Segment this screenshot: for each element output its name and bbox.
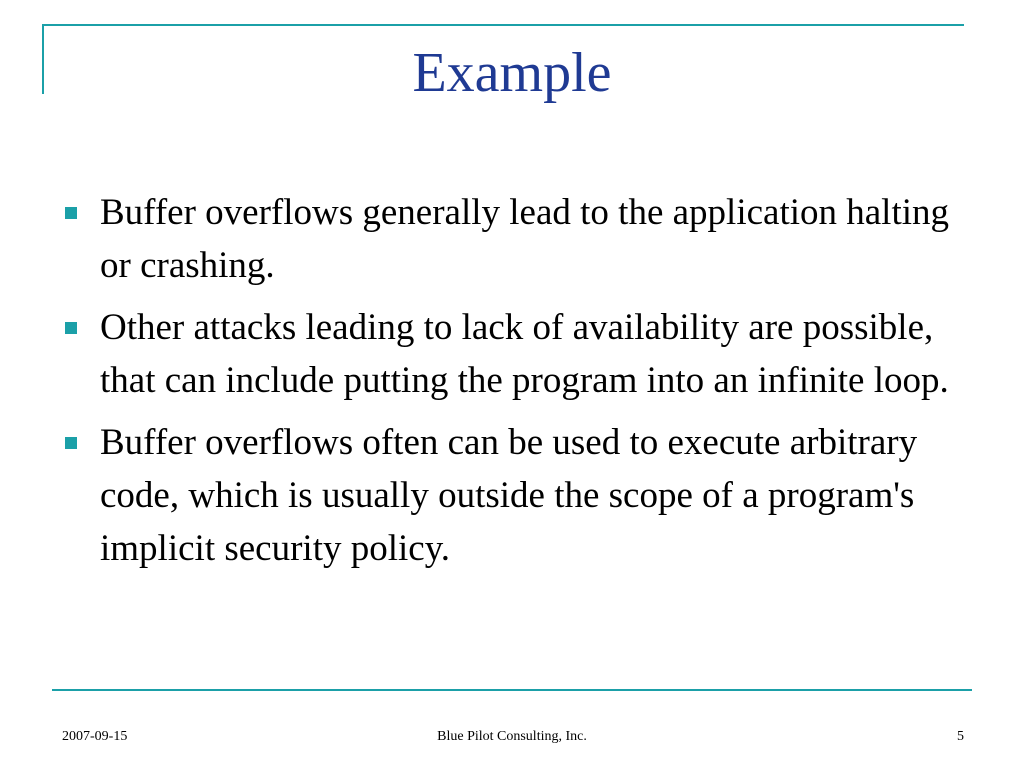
bullet-text: Buffer overflows often can be used to execute arbitrary code, which is usually outside the scope of a program's implicit security policy. — [100, 422, 918, 569]
bullet-item — [62, 416, 982, 575]
bullet-item — [62, 301, 982, 407]
bullet-text: Other attacks leading to lack of availability are possible, that can include putting the program into an infinite loop. — [100, 307, 949, 401]
bullet-text: Buffer overflows generally lead to the application halting or crashing. — [100, 192, 950, 286]
slide-title: Example — [412, 42, 612, 104]
footer-date: 2007-09-15 — [62, 729, 128, 744]
square-bullet-icon — [65, 322, 77, 334]
bullet-item — [62, 186, 982, 292]
bullet-list — [62, 186, 982, 584]
square-bullet-icon — [65, 437, 77, 449]
page-number: 5 — [957, 729, 964, 744]
footer-company: Blue Pilot Consulting, Inc. — [437, 729, 587, 744]
square-bullet-icon — [65, 207, 77, 219]
footer-rule — [52, 689, 972, 691]
frame-top-rule — [42, 24, 964, 26]
